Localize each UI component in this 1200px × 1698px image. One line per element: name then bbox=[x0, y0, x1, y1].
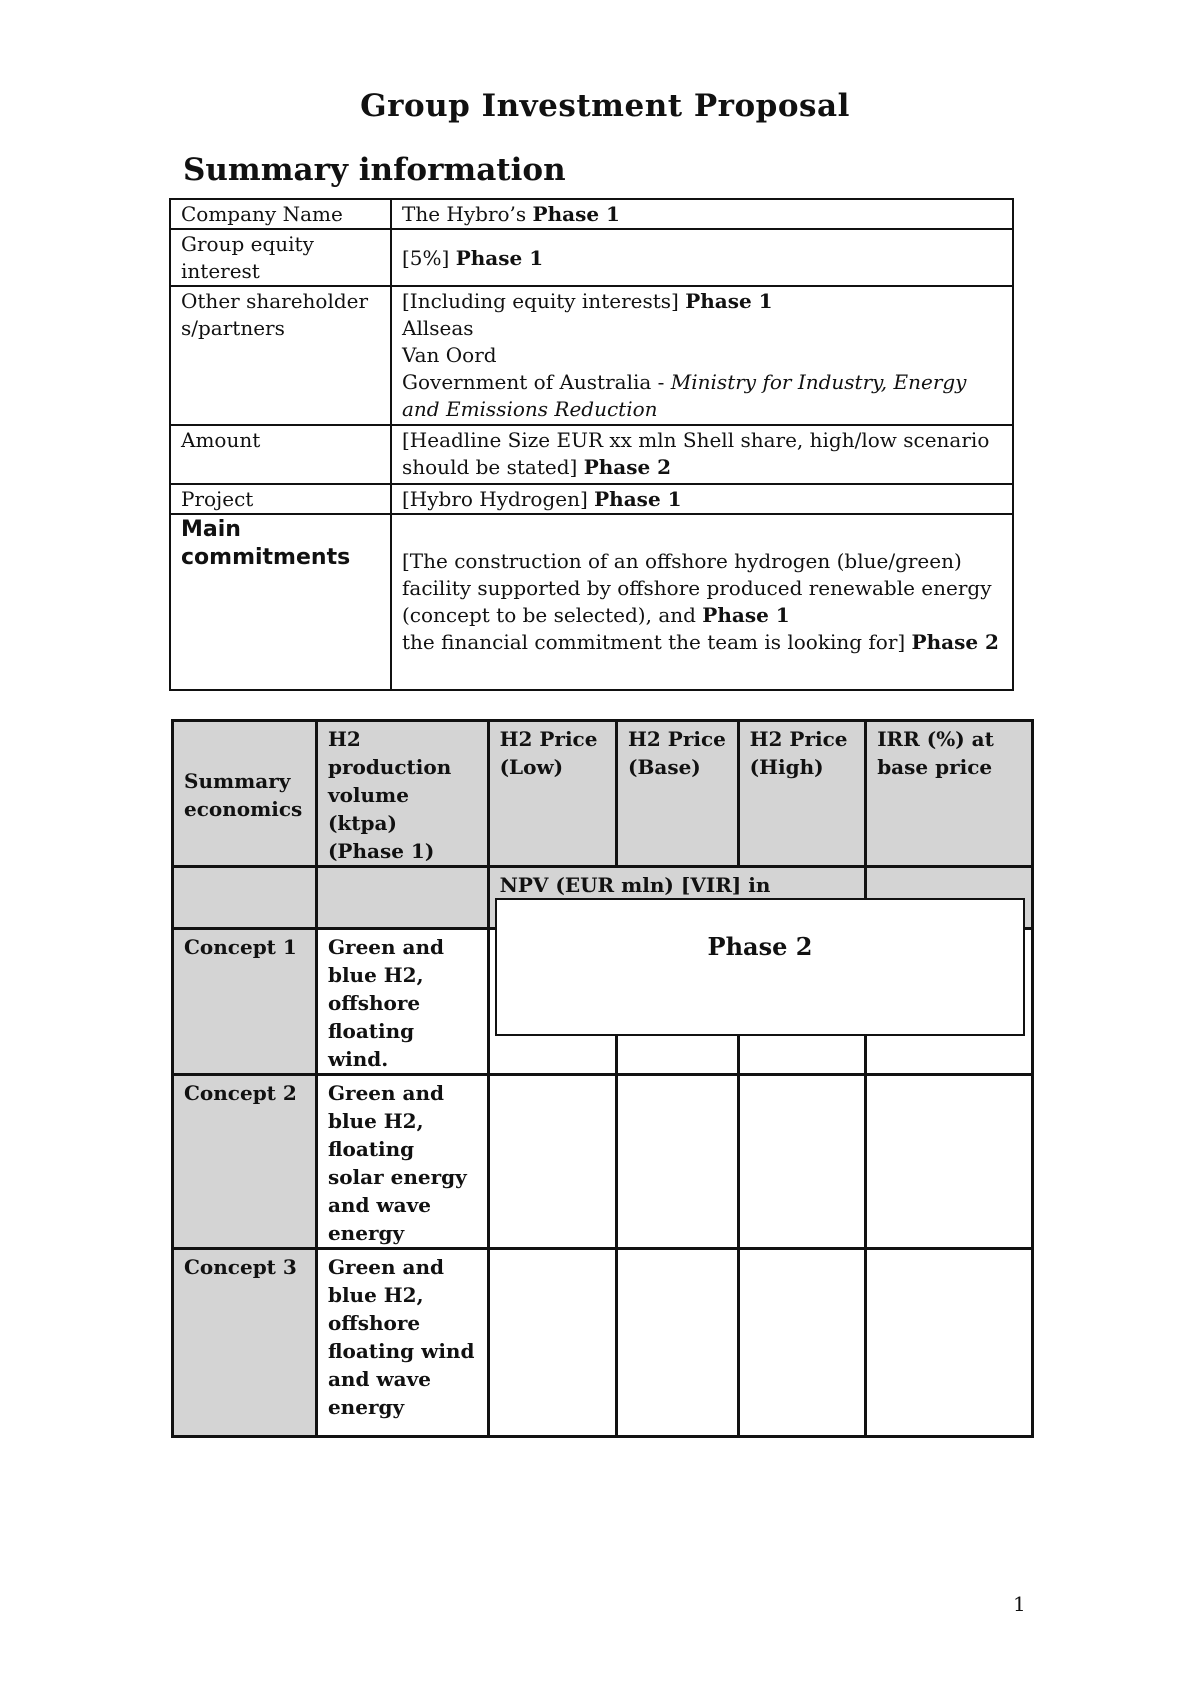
amount-row bbox=[170, 425, 1013, 484]
commitments-line-2 bbox=[402, 629, 1002, 656]
concept-description: Green and blue H2, offshore floating wind and wave energy bbox=[316, 1249, 488, 1437]
group-equity-value bbox=[391, 229, 1013, 286]
amount-value bbox=[391, 425, 1013, 484]
commitments-line-1 bbox=[402, 548, 1002, 629]
concept-description: Green and blue H2, offshore floating wind. bbox=[316, 929, 488, 1075]
phase-tag: Phase 1 bbox=[594, 487, 682, 511]
group-equity-text: [5%] bbox=[402, 245, 450, 270]
project-value bbox=[391, 484, 1013, 514]
shareholders-intro-line bbox=[402, 288, 1002, 315]
production-volume-header: H2 production volume (ktpa) (Phase 1) bbox=[316, 721, 488, 867]
empty-cell bbox=[173, 867, 317, 929]
shareholders-intro: [Including equity interests] bbox=[402, 289, 679, 313]
npv-low-cell bbox=[488, 1249, 616, 1437]
irr-header: IRR (%) at base price bbox=[866, 721, 1033, 867]
shareholder-allseas: Allseas bbox=[402, 316, 474, 340]
price-low-header: H2 Price (Low) bbox=[488, 721, 616, 867]
table-row bbox=[173, 1075, 1033, 1249]
phase-2-label: Phase 2 bbox=[707, 932, 813, 961]
commitments-row bbox=[170, 514, 1013, 690]
shareholders-row bbox=[170, 286, 1013, 425]
phase-2-overlay-box bbox=[495, 898, 1025, 1036]
concept-label: Concept 1 bbox=[173, 929, 317, 1075]
price-high-header: H2 Price (High) bbox=[738, 721, 866, 867]
concept-description: Green and blue H2, floating solar energy and wave energy bbox=[316, 1075, 488, 1249]
company-name-text: The Hybro’s bbox=[402, 202, 527, 226]
project-label: Project bbox=[170, 484, 391, 514]
table-row bbox=[173, 1249, 1033, 1437]
npv-header: NPV (EUR mln) [VIR] in bbox=[488, 867, 866, 929]
summary-economics-header: Summary economics bbox=[173, 721, 317, 867]
group-equity-label: Group equity interest bbox=[170, 229, 391, 286]
shareholder-government bbox=[402, 369, 1002, 423]
price-base-header: H2 Price (Base) bbox=[617, 721, 739, 867]
phase-tag: Phase 2 bbox=[911, 630, 999, 654]
npv-low-cell bbox=[488, 1075, 616, 1249]
concept-label: Concept 3 bbox=[173, 1249, 317, 1437]
summary-economics-table bbox=[171, 719, 1034, 1438]
irr-cell bbox=[866, 1075, 1033, 1249]
company-row bbox=[170, 199, 1013, 229]
amount-label: Amount bbox=[170, 425, 391, 484]
page-title: Group Investment Proposal bbox=[360, 88, 850, 124]
section-title: Summary information bbox=[183, 152, 566, 188]
concept-label: Concept 2 bbox=[173, 1075, 317, 1249]
project-row bbox=[170, 484, 1013, 514]
empty-cell bbox=[316, 867, 488, 929]
phase-tag: Phase 1 bbox=[532, 202, 620, 226]
npv-high-cell bbox=[738, 1249, 866, 1437]
economics-header-row bbox=[173, 721, 1033, 867]
other-shareholders-label: Other shareholders/partners bbox=[170, 286, 391, 425]
other-shareholders-value bbox=[391, 286, 1013, 425]
phase-tag: Phase 2 bbox=[583, 455, 672, 479]
npv-base-cell bbox=[617, 1249, 739, 1437]
project-text: [Hybro Hydrogen] bbox=[402, 487, 588, 511]
ministry-name: Ministry for Industry, Energy and Emissions Reduction bbox=[402, 370, 967, 421]
shareholder-van-oord: Van Oord bbox=[402, 343, 497, 367]
equity-row bbox=[170, 229, 1013, 286]
company-name-label: Company Name bbox=[170, 199, 391, 229]
phase-tag: Phase 1 bbox=[702, 603, 790, 627]
npv-base-cell bbox=[617, 1075, 739, 1249]
government-name: Government of Australia - bbox=[402, 370, 671, 394]
main-commitments-label: Main commitments bbox=[181, 517, 351, 570]
commitments-text-1: [The construction of an offshore hydrogen (blue/green) facility supported by offshore produced renewable energy (concept to be selected), and bbox=[402, 549, 992, 627]
npv-high-cell bbox=[738, 1075, 866, 1249]
company-name-value bbox=[391, 199, 1013, 229]
summary-information-table bbox=[169, 198, 1014, 691]
main-commitments-cell bbox=[170, 514, 391, 690]
page-number: 1 bbox=[1013, 1592, 1026, 1616]
phase-tag: Phase 1 bbox=[455, 245, 544, 270]
commitments-text-2: the financial commitment the team is looking for] bbox=[402, 630, 906, 654]
irr-cell bbox=[866, 1249, 1033, 1437]
phase-tag: Phase 1 bbox=[685, 289, 773, 313]
amount-text: [Headline Size EUR xx mln Shell share, high/low scenario should be stated] bbox=[402, 428, 990, 479]
main-commitments-value bbox=[391, 514, 1013, 690]
